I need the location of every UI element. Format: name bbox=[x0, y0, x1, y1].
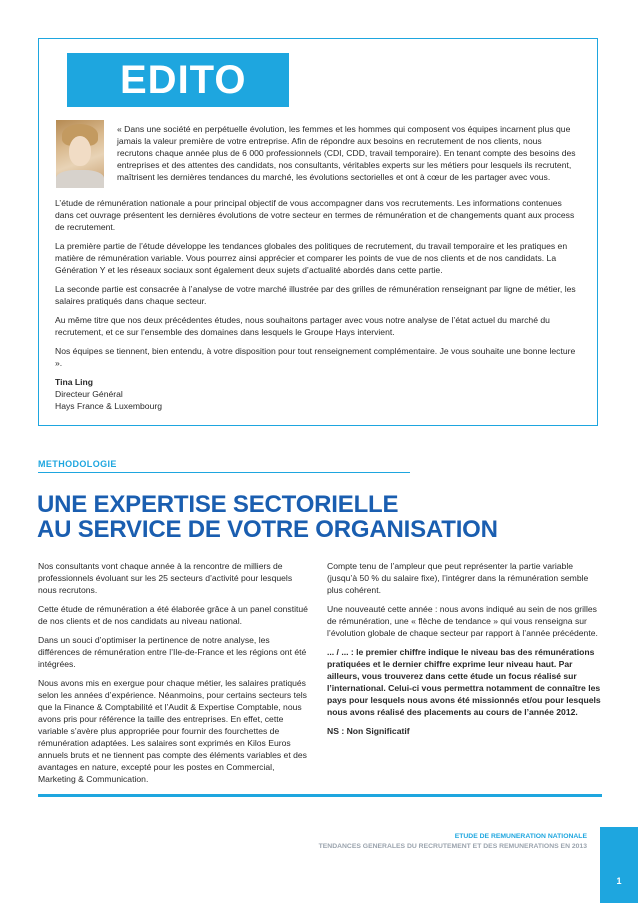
right-column bbox=[327, 560, 602, 744]
headline-line-2: AU SERVICE DE VOTRE ORGANISATION bbox=[37, 516, 498, 543]
edito-paragraph: Au même titre que nos deux précédentes études, nous souhaitons partager avec vous notre analyse de l’état actuel du marché du recrutement, et ce sur l’ensemble des domaines dans lesquels le Groupe Hays intervient. bbox=[55, 315, 550, 337]
edito-paragraph: La première partie de l’étude développe les tendances globales des politiques de recrutement, du travail temporaire et les pratiques en matière de rémunération variable. Vous pourrez ainsi apprécier et comparer les points de vue de nos clients et de nos candidats. La Génération Y et les réseaux sociaux sont également deux sujets d’actualité abordés dans cette partie. bbox=[55, 241, 568, 275]
bottom-divider bbox=[38, 794, 602, 797]
signature-name: Tina Ling bbox=[55, 377, 94, 387]
portrait-shoulders bbox=[56, 170, 104, 188]
section-divider bbox=[38, 472, 410, 473]
footer-title: ETUDE DE REMUNERATION NATIONALE bbox=[454, 833, 587, 840]
edito-title: EDITO bbox=[120, 58, 247, 102]
author-photo bbox=[56, 120, 104, 188]
footer-subtitle: TENDANCES GENERALES DU RECRUTEMENT ET DES REMUNERATIONS EN 2013 bbox=[318, 843, 587, 850]
left-paragraph: Nos consultants vont chaque année à la rencontre de milliers de professionnels évoluant sur les 25 secteurs d’activité pour lesquels nous recrutons. bbox=[38, 561, 293, 595]
signature-company: Hays France & Luxembourg bbox=[55, 401, 162, 411]
edito-paragraph: La seconde partie est consacrée à l’analyse de votre marché illustrée par des grilles de rémunération renseignant par ligne de métier, les salaires pratiqués dans chaque secteur. bbox=[55, 284, 576, 306]
signature bbox=[55, 376, 580, 412]
edito-quote: « Dans une société en perpétuelle évolution, les femmes et les hommes qui composent vos équipes incarnent plus que jamais la valeur première de votre entreprise. Afin de répondre aux besoins en recrutement de nos clients, nous recrutons chaque année plus de 6 000 professionnels (CDI, CDD, travail temporaire). En tenant compte des besoins des entreprises et des attentes des candidats, nos consultants, véritables experts sur les métiers pour lesquels ils recrutent, maîtrisent les dernières tendances du marché, les évolutions sectorielles et ont à cœur de les partager avec vous. bbox=[117, 124, 576, 182]
section-label: METHODOLOGIE bbox=[38, 459, 117, 469]
left-column bbox=[38, 560, 310, 792]
legend-note: ... / ... : le premier chiffre indique le niveau bas des rémunérations pratiquées et le dernier chiffre exprime leur niveau haut. Par ailleurs, vous trouverez dans cette étude un focus réalisé sur l’international. Celui-ci vous permettra notamment de connaître les pays pour lesquels nous avons été missionnés et/ou pour lesquels nous avons réalisé des placements au cours de l’année 2012. bbox=[327, 647, 601, 717]
left-paragraph: Dans un souci d’optimiser la pertinence de notre analyse, les différences de rémunération entre l’Ile-de-France et les régions ont été intégrées. bbox=[38, 635, 307, 669]
right-paragraph: Une nouveauté cette année : nous avons indiqué au sein de nos grilles de rémunération, une « flèche de tendance » qui vous renseigna sur l’évolution globale de chaque secteur par rapport à l’année précédente. bbox=[327, 604, 598, 638]
edito-body bbox=[55, 197, 580, 412]
left-paragraph: Nous avons mis en exergue pour chaque métier, les salaires pratiqués selon les années d’expérience. Néanmoins, pour certains secteurs tels que la Finance & Comptabilité et l’Audit & Expertise Comptable, nous avons pris pour référence la taille des entreprises. En effet, cette variable s’avère plus appropriée pour fournir des fourchettes de rémunération adaptées. Les salaires sont exprimés en Kilos Euros annuels bruts et ne tiennent pas compte des éléments variables et des avantages en nature, excepté pour les postes en Commercial, Marketing & Communication. bbox=[38, 678, 307, 784]
edito-paragraph: Nos équipes se tiennent, bien entendu, à votre disposition pour tout renseignement complémentaire. Je vous souhaite une bonne lecture ». bbox=[55, 346, 576, 368]
signature-role: Directeur Général bbox=[55, 389, 123, 399]
page-headline bbox=[37, 492, 617, 542]
headline-line-1: UNE EXPERTISE SECTORIELLE bbox=[37, 491, 399, 518]
ns-note: NS : Non Significatif bbox=[327, 726, 410, 736]
right-paragraph: Compte tenu de l’ampleur que peut représenter la partie variable (jusqu’à 50 % du salaire fixe), l’intégrer dans la rémunération semble plus cohérent. bbox=[327, 561, 589, 595]
edito-paragraph: L’étude de rémunération nationale a pour principal objectif de vous accompagner dans vos recrutements. Les informations contenues dans cet ouvrage présentent les dernières évolutions de votre secteur en termes de rémunération et de changements quant aux process de recrutement. bbox=[55, 198, 575, 232]
page-number: 1 bbox=[616, 876, 622, 886]
page-tab bbox=[600, 827, 638, 903]
portrait-face bbox=[69, 136, 91, 166]
left-paragraph: Cette étude de rémunération a été élaborée grâce à un panel constitué de nos clients et de nos candidats au niveau national. bbox=[38, 604, 308, 626]
